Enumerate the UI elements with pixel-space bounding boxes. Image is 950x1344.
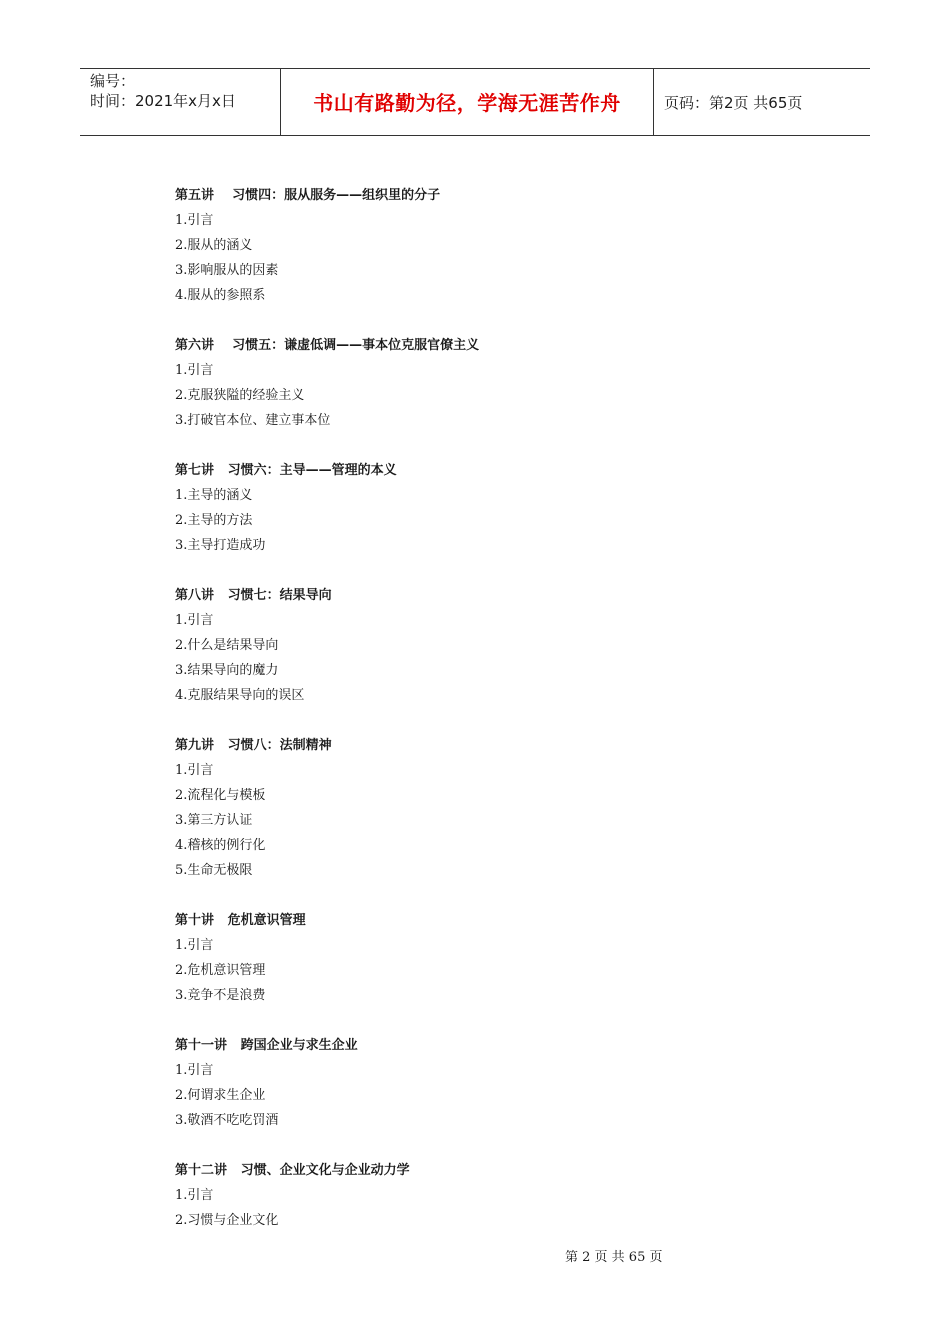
lecture-title: 第十一讲 跨国企业与求生企业 xyxy=(175,1038,358,1053)
list-item: 3.第三方认证 xyxy=(175,813,253,828)
header-motto: 书山有路勤为径，学海无涯苦作舟 xyxy=(281,69,654,135)
list-item: 1.主导的涵义 xyxy=(175,488,253,503)
list-item: 5.生命无极限 xyxy=(175,863,253,878)
list-item: 1.引言 xyxy=(175,938,214,953)
header-meta xyxy=(80,69,281,135)
list-item: 1.引言 xyxy=(175,1188,214,1203)
list-item: 3.主导打造成功 xyxy=(175,538,266,553)
lecture-7 xyxy=(175,458,795,558)
lecture-title: 第十讲 危机意识管理 xyxy=(175,913,306,928)
list-item: 2.主导的方法 xyxy=(175,513,253,528)
lecture-title: 第八讲 习惯七：结果导向 xyxy=(175,588,332,603)
lecture-5 xyxy=(175,183,795,308)
lecture-8 xyxy=(175,583,795,708)
list-item: 2.克服狭隘的经验主义 xyxy=(175,388,305,403)
lecture-12 xyxy=(175,1158,795,1233)
list-item: 2.习惯与企业文化 xyxy=(175,1213,279,1228)
number-label: 编号： xyxy=(90,72,136,90)
lecture-list xyxy=(175,183,795,1258)
lecture-title: 第九讲 习惯八：法制精神 xyxy=(175,738,332,753)
lecture-title: 第七讲 习惯六：主导——管理的本义 xyxy=(175,463,397,478)
list-item: 3.结果导向的魔力 xyxy=(175,663,279,678)
lecture-9 xyxy=(175,733,795,883)
list-item: 2.流程化与模板 xyxy=(175,788,266,803)
list-item: 3.打破官本位、建立事本位 xyxy=(175,413,331,428)
lecture-title: 第六讲 习惯五：谦虚低调——事本位克服官僚主义 xyxy=(175,338,480,353)
lecture-title: 第十二讲 习惯、企业文化与企业动力学 xyxy=(175,1163,410,1178)
list-item: 4.服从的参照系 xyxy=(175,288,266,303)
list-item: 1.引言 xyxy=(175,613,214,628)
header-page-info: 页码：第2页 共65页 xyxy=(664,94,803,112)
list-item: 3.竞争不是浪费 xyxy=(175,988,266,1003)
list-item: 2.何谓求生企业 xyxy=(175,1088,266,1103)
lecture-6 xyxy=(175,333,795,433)
list-item: 3.敬酒不吃吃罚酒 xyxy=(175,1113,279,1128)
time-label: 时间：2021年x月x日 xyxy=(90,92,236,110)
list-item: 1.引言 xyxy=(175,363,214,378)
list-item: 4.克服结果导向的误区 xyxy=(175,688,305,703)
list-item: 1.引言 xyxy=(175,213,214,228)
page-footer: 第 2 页 共 65 页 xyxy=(565,1250,663,1265)
list-item: 1.引言 xyxy=(175,1063,214,1078)
list-item: 3.影响服从的因素 xyxy=(175,263,279,278)
list-item: 4.稽核的例行化 xyxy=(175,838,266,853)
document-header xyxy=(80,68,870,136)
lecture-11 xyxy=(175,1033,795,1133)
list-item: 2.服从的涵义 xyxy=(175,238,253,253)
list-item: 2.危机意识管理 xyxy=(175,963,266,978)
list-item: 2.什么是结果导向 xyxy=(175,638,279,653)
list-item: 1.引言 xyxy=(175,763,214,778)
lecture-10 xyxy=(175,908,795,1008)
lecture-title: 第五讲 习惯四：服从服务——组织里的分子 xyxy=(175,188,441,203)
